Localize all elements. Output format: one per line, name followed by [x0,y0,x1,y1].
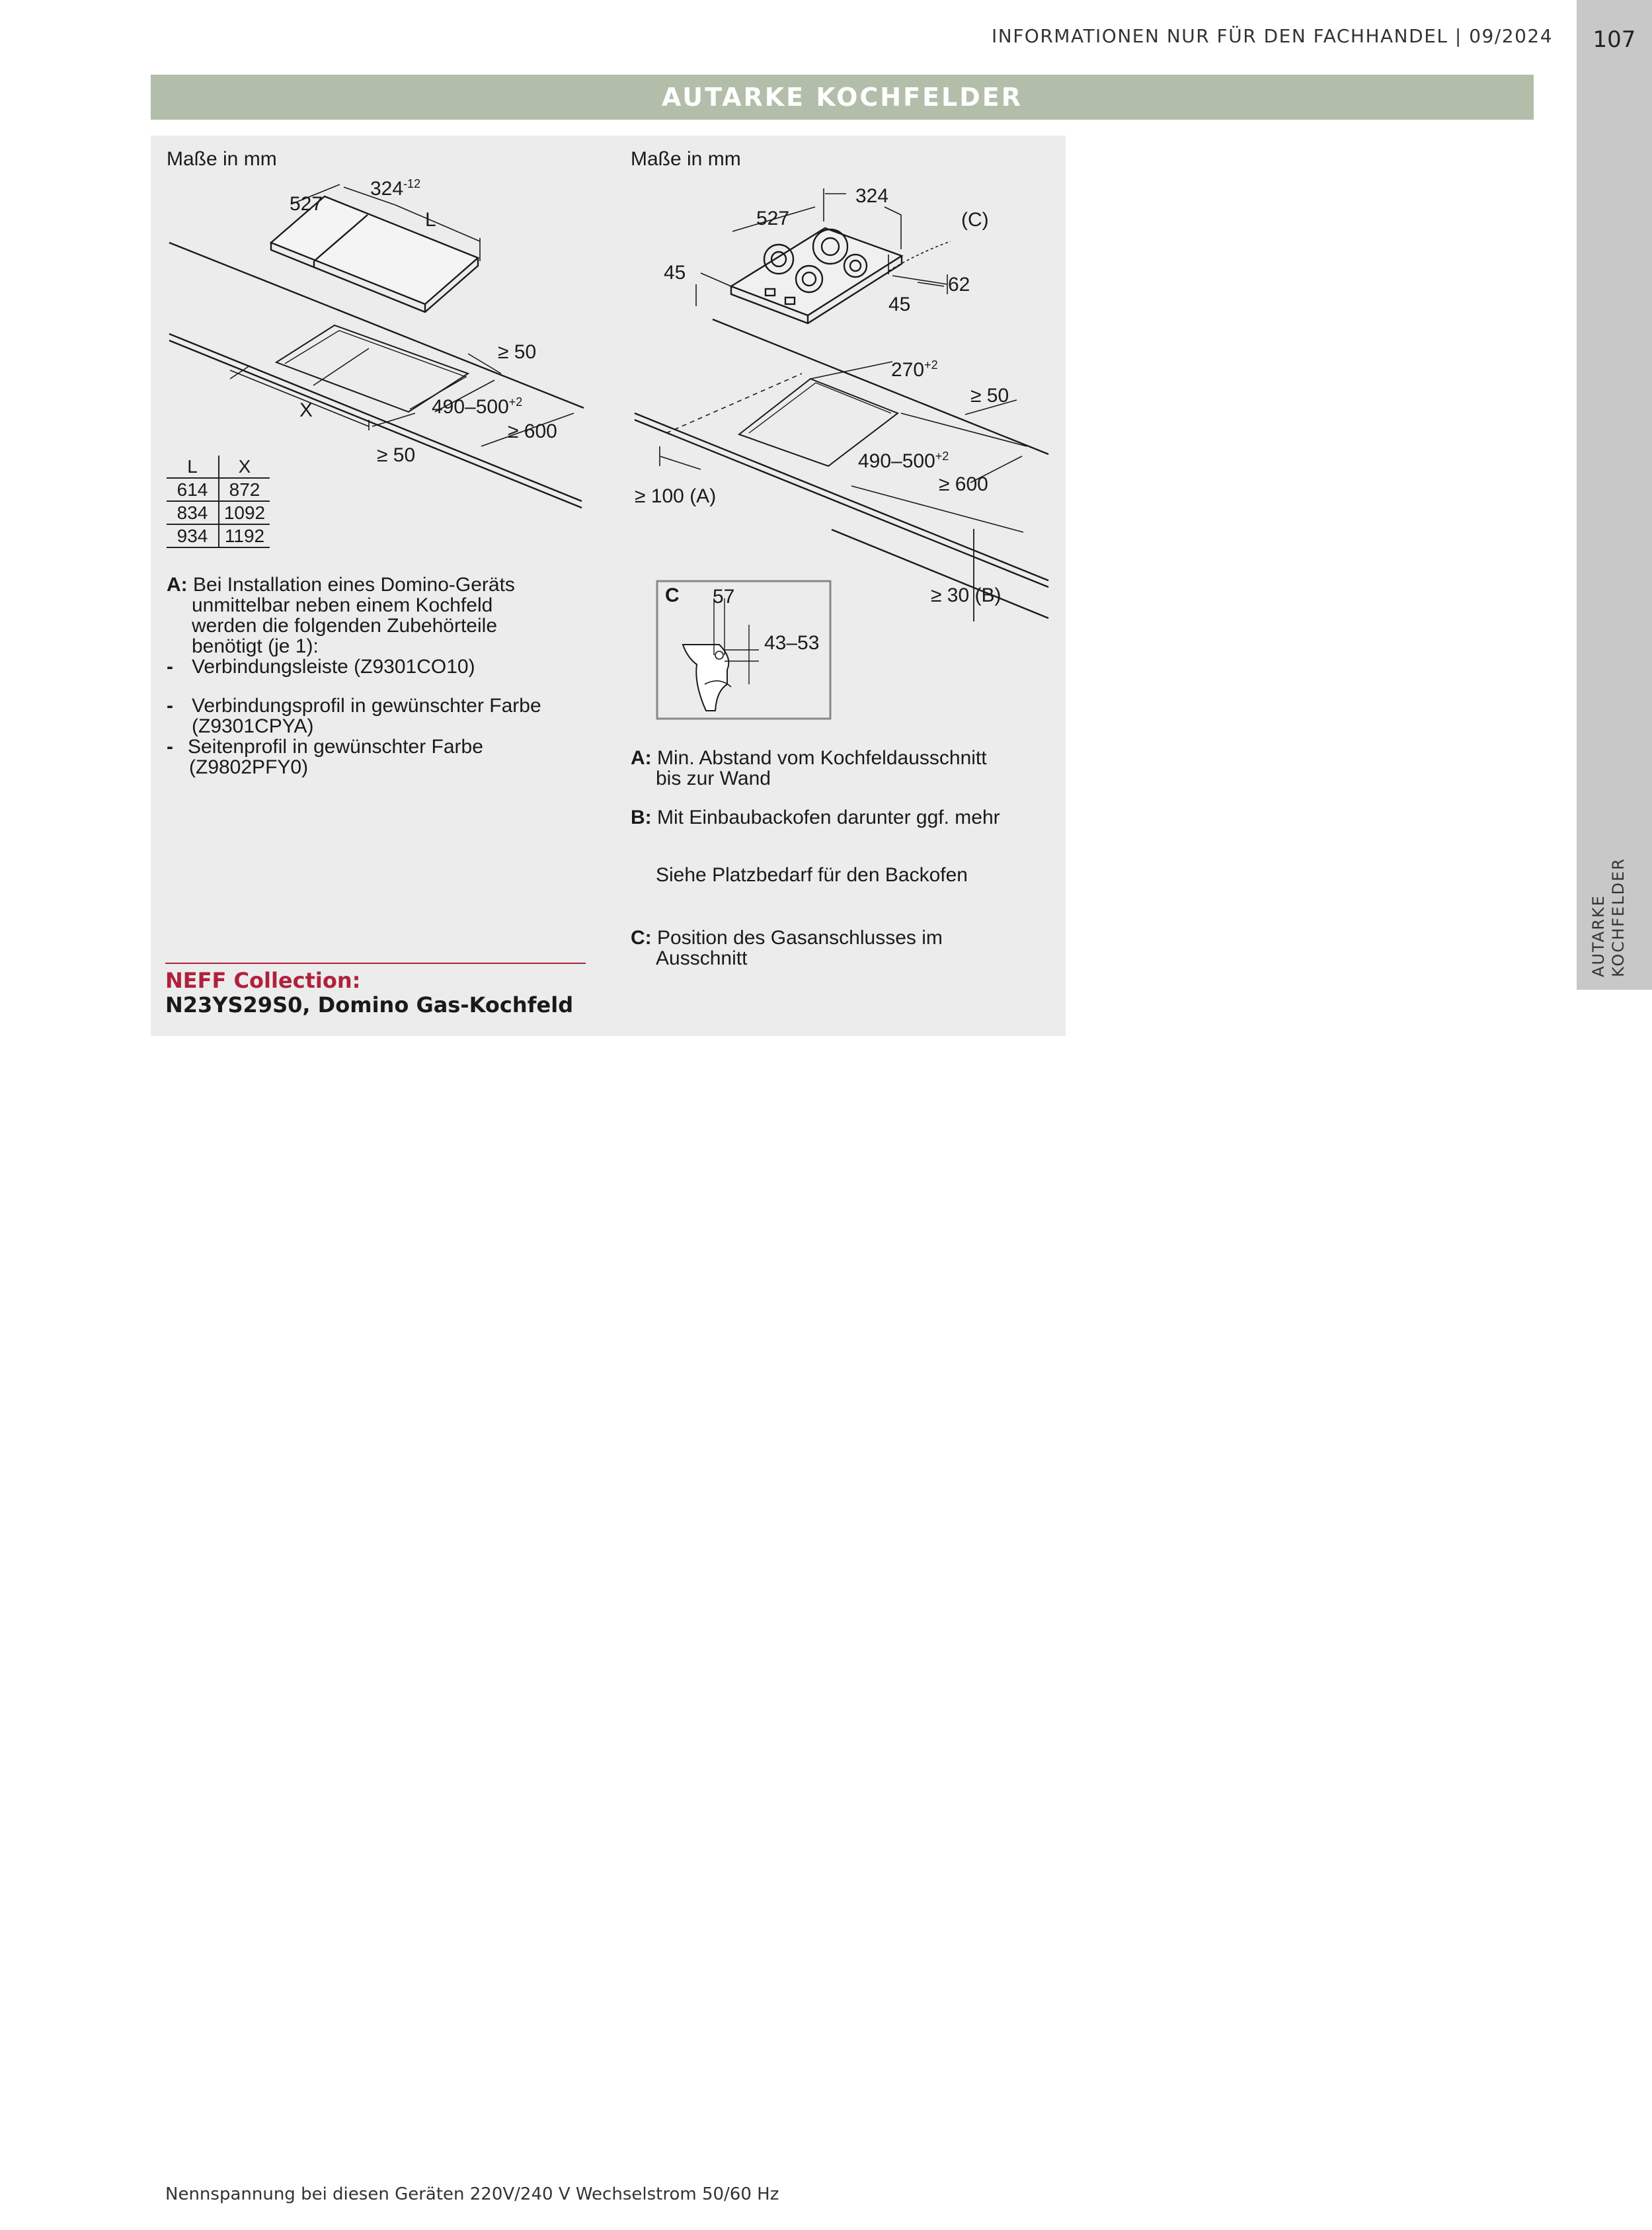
note-c-line1: Position des Gasanschlusses im [657,927,943,949]
right-dim-wall-gap: ≥ 100 (A) [635,485,717,507]
table-cell-l: 934 [167,524,219,547]
detail-c-dim2: 43–53 [764,632,820,654]
note-bullet: - [167,695,173,717]
left-dim-length: L [425,209,436,231]
right-dim-side: 62 [948,274,970,296]
right-dim-rear-gap: ≥ 50 [970,385,1009,407]
note-bullet: - [167,656,173,678]
table-cell-l: 614 [167,478,219,501]
right-dim-depth: 527 [756,208,790,229]
right-dim-cutout-width-value: 270 [891,359,925,381]
right-dim-cutout-width [891,355,938,380]
table-row [167,524,270,547]
note-b-line2: Siehe Platzbedarf für den Backofen [656,864,968,886]
note-b-key: B: [631,807,652,828]
header-info-text: INFORMATIONEN NUR FÜR DEN FACHHANDEL | 09/2024 [992,25,1554,47]
table-cell-x: 872 [219,478,270,501]
right-dim-counter-depth: ≥ 600 [939,473,988,495]
table-row [167,501,270,524]
right-dim-oven-gap: ≥ 30 (B) [931,584,1002,606]
left-notes [167,575,576,777]
right-dim-width: 324 [855,185,889,207]
note-a-line1: Min. Abstand vom Kochfeldausschnitt [657,747,987,769]
left-dim-cutout-width: X [299,399,313,421]
sidebar-label-line1: AUTARKE [1589,895,1608,977]
left-units-label: Maße in mm [167,148,277,170]
footer-voltage-note: Nennspannung bei diesen Geräten 220V/240 V Wechselstrom 50/60 Hz [165,2184,779,2204]
neff-collection-title: NEFF Collection: [165,968,361,993]
note-a-line2: unmittelbar neben einem Kochfeld [192,594,493,616]
note-a-line4: benötigt (je 1): [192,635,319,657]
table-header-x: X [219,456,270,478]
table-cell-x: 1192 [219,524,270,547]
section-title-bar: AUTARKE KOCHFELDER [151,75,1534,120]
note-item2-line2: (Z9301CPYA) [192,715,314,737]
note-c-line2: Ausschnitt [656,947,748,969]
note-item2-line1: Verbindungsprofil in gewünschter Farbe [192,695,541,717]
right-dim-cutout-depth-value: 490–500 [858,450,935,472]
detail-c-dim1: 57 [713,586,735,608]
right-dim-height-front: 45 [888,294,911,315]
right-gas-label: (C) [961,209,989,231]
note-a-line3: werden die folgenden Zubehörteile [192,615,497,637]
right-units-label: Maße in mm [631,148,741,170]
left-dim-width [370,174,420,199]
table-header-l: L [167,456,219,478]
note-item3-line2: (Z9802PFY0) [189,756,309,778]
neff-divider [165,963,586,964]
left-dim-width-tol: -12 [403,177,421,190]
right-notes [631,748,1041,969]
right-dim-cutout-depth [858,446,949,471]
left-dim-depth: 527 [290,193,323,215]
left-dim-counter-depth: ≥ 600 [508,420,557,442]
table-header-row [167,456,270,478]
left-dim-cutout [432,392,522,417]
detail-c-label: C [665,584,680,606]
right-dim-height-left: 45 [664,262,686,284]
note-a-line2: bis zur Wand [656,768,771,789]
left-dim-width-value: 324 [370,178,404,200]
left-dim-cutout-value: 490–500 [432,396,509,418]
table-cell-x: 1092 [219,501,270,524]
neff-model-name: N23YS29S0, Domino Gas-Kochfeld [165,992,574,1017]
sidebar-section-label [1589,779,1641,977]
right-dim-cutout-depth-tol: +2 [935,450,949,463]
note-a-key: A: [631,747,652,769]
right-dim-cutout-width-tol: +2 [924,358,938,372]
length-width-table [167,456,270,548]
note-item1: Verbindungsleiste (Z9301CO10) [192,656,475,678]
left-dim-front-gap: ≥ 50 [377,444,416,466]
page-number: 107 [1593,26,1636,53]
table-row [167,478,270,501]
table-cell-l: 834 [167,501,219,524]
left-dim-rear-gap: ≥ 50 [498,341,537,363]
note-a-line1: Bei Installation eines Domino-Geräts [193,574,515,596]
note-bullet: - [167,736,173,758]
note-c-key: C: [631,927,652,949]
left-dim-cutout-tol: +2 [508,395,523,409]
note-a-key: A: [167,574,188,596]
note-item3-line1: Seitenprofil in gewünschter Farbe [188,736,483,758]
sidebar-label-line2: KOCHFELDER [1609,857,1628,977]
note-b-line1: Mit Einbaubackofen darunter ggf. mehr [657,807,1000,828]
installation-panel [151,136,1066,1036]
